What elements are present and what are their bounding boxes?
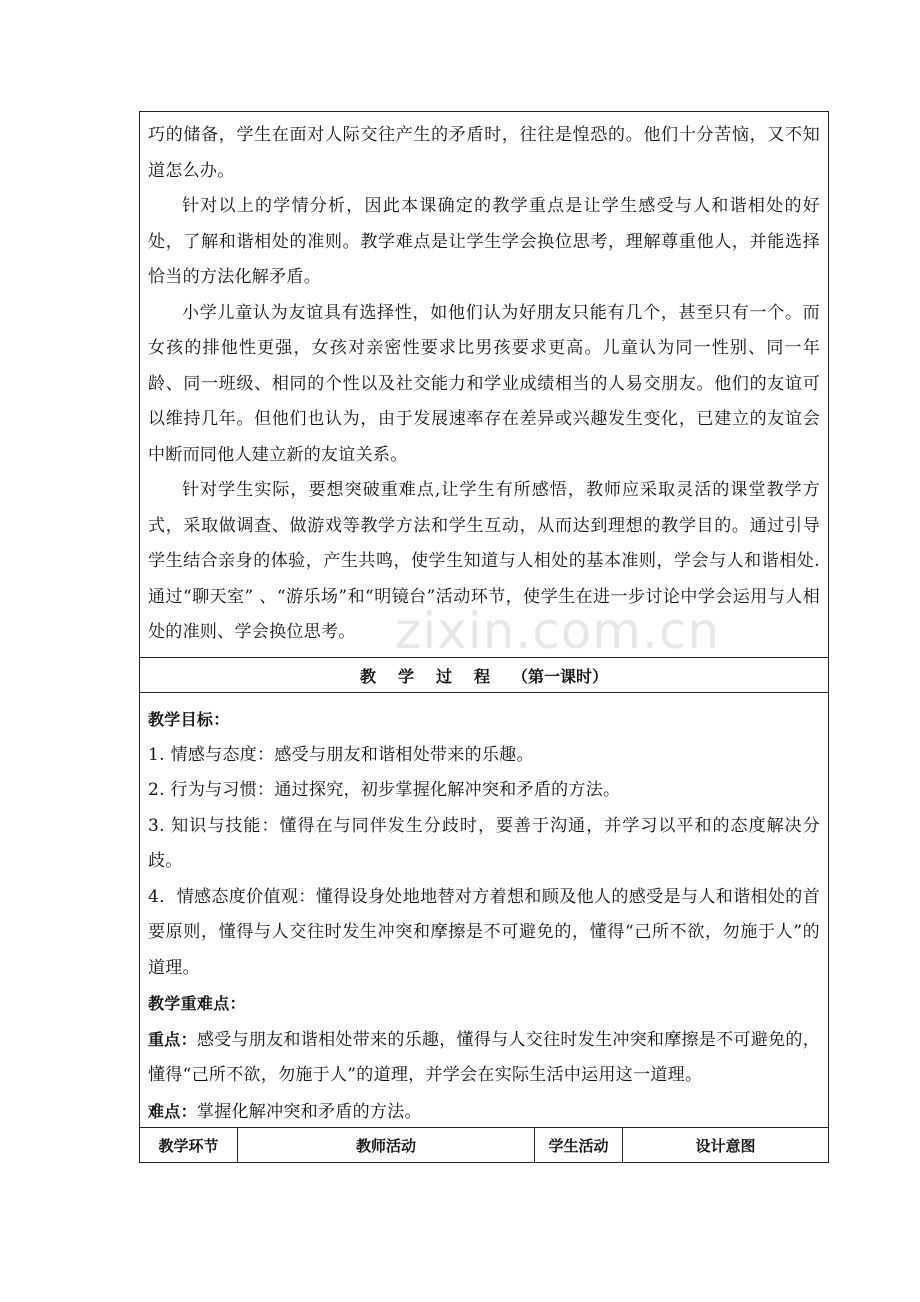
paragraph-teaching-approach: 针对学生实际，要想突破重难点,让学生有所感悟，教师应采取灵活的课堂教学方式，采取做调查、做游戏等教学方法和学生互动，从而达到理想的教学目的。通过引导学生结合亲身的体验，产生共鸣，使学生知道与人相处的基本准则，学会与人和谐相处. 通过“聊天室” 、“游乐场”和“明镜台”活动环节，使学生在进一步讨论中学会运用与人相处的准则、学会换位思考。 [148, 480, 820, 642]
key-points-title: 教学重难点： [148, 994, 246, 1013]
paragraph-friendship-analysis: 小学儿童认为友谊具有选择性，如他们认为好朋友只能有几个，甚至只有一个。而女孩的排他性更强，女孩对亲密性要求比男孩要求更高。儿童认为同一性别、同一年龄、同一班级、相同的个性以及社交能力和学业成绩相当的人易交朋友。他们的友谊可以维持几年。但他们也认为，由于发展速率存在差异或兴趣发生变化，已建立的友谊会中断而同他人建立新的友谊关系。 [148, 302, 820, 465]
goal-item: 4．情感态度价值观：懂得设身处地地替对方着想和顾及他人的感受是与人和谐相处的首要原则，懂得与人交往时发生冲突和摩擦是不可避免的，懂得“己所不欲，勿施于人”的道理。 [148, 886, 820, 978]
analysis-cell [140, 112, 828, 657]
table-header-row [140, 1127, 828, 1163]
process-heading [140, 657, 828, 693]
header-teaching-stage: 教学环节 [140, 1128, 238, 1163]
site-watermark: zixin.com.cn [395, 602, 721, 660]
process-heading-suffix: （第一课时） [512, 666, 609, 686]
difficulty-label: 难点： [148, 1101, 197, 1121]
focus-text: 感受与朋友和谐相处带来的乐趣，懂得与人交往时发生冲突和摩擦是不可避免的，懂得“己所不欲，勿施于人”的道理，并学会在实际生活中运用这一道理。 [148, 1029, 820, 1085]
difficulty-text: 掌握化解冲突和矛盾的方法。 [196, 1101, 422, 1122]
focus-label: 重点： [148, 1029, 197, 1049]
focus-paragraph [148, 1022, 820, 1094]
lesson-plan-table [139, 111, 829, 1163]
goals-title: 教学目标： [148, 710, 230, 729]
goal-item: 2. 行为与习惯：通过探究，初步掌握化解冲突和矛盾的方法。 [148, 780, 621, 800]
goal-item: 3. 知识与技能：懂得在与同伴发生分歧时，要善于沟通，并学习以平和的态度解决分歧。 [148, 815, 820, 871]
paragraph-continuation: 巧的储备，学生在面对人际交往产生的矛盾时，往往是惶恐的。他们十分苦恼，又不知道怎么办。 [148, 125, 820, 181]
header-student-activity: 学生活动 [535, 1128, 623, 1163]
goals-cell [140, 693, 828, 1128]
header-design-intent: 设计意图 [695, 1137, 756, 1155]
header-teacher-activity: 教师活动 [238, 1128, 535, 1163]
paragraph-key-points-analysis: 针对以上的学情分析，因此本课确定的教学重点是让学生感受与人和谐相处的好处，了解和谐相处的准则。教学难点是让学生学会换位思考，理解尊重他人，并能选择恰当的方法化解矛盾。 [148, 196, 820, 287]
goal-item: 1. 情感与态度：感受与朋友和谐相处带来的乐趣。 [148, 744, 534, 765]
process-heading-main: 教学过程 [359, 666, 512, 686]
difficulty-paragraph [148, 1094, 820, 1131]
